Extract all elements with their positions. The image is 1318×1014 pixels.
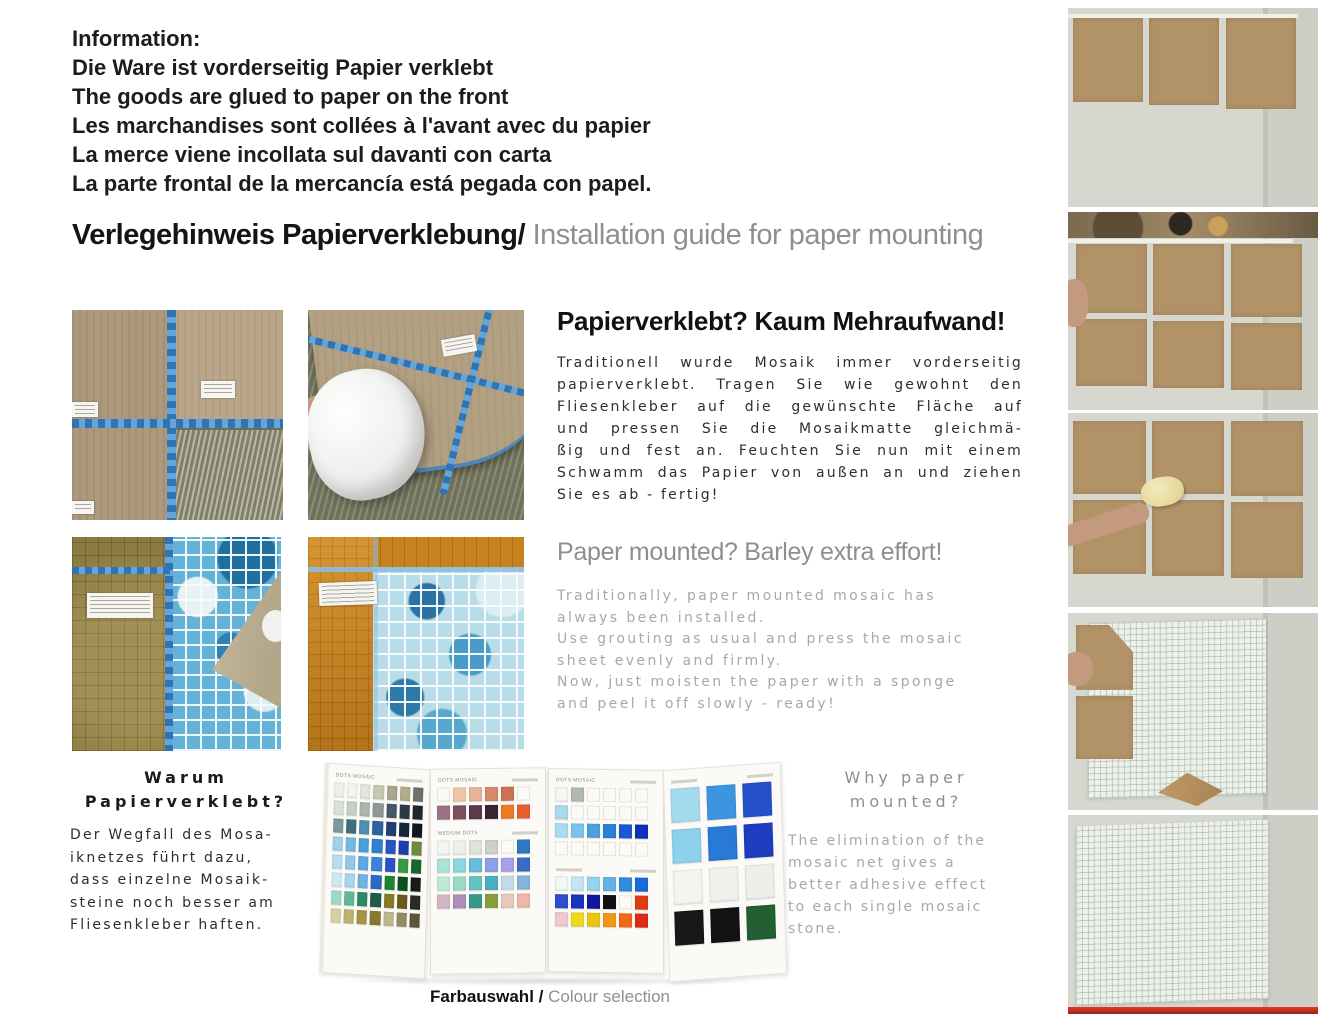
- color-swatch: [332, 854, 343, 869]
- color-swatch: [555, 912, 568, 926]
- color-swatch: [437, 877, 450, 891]
- photo-peeling-wet-paper: [72, 537, 281, 751]
- empty-swatch-cell: [555, 841, 568, 855]
- step-photo-hand-placing-sheets: [1068, 212, 1318, 410]
- text-line: papierverklebt. Tragen Sie wie gewohnt den: [557, 377, 1023, 393]
- color-swatch: [412, 823, 423, 838]
- color-swatch: [469, 840, 482, 854]
- text-line: Schwamm das Papier von außen an und ziehen: [557, 465, 1023, 481]
- color-swatch: [385, 840, 396, 855]
- grout-line-horizontal: [308, 567, 524, 572]
- chart-caption: [316, 987, 784, 1007]
- color-swatch: [603, 824, 616, 838]
- heading-why: [788, 766, 1024, 814]
- grout-line-vertical: [373, 537, 378, 751]
- color-swatch: [370, 893, 381, 908]
- text-line: La merce viene incollata sul davanti con carta: [72, 142, 552, 167]
- panel-label-row: [438, 775, 538, 784]
- text-line: and peel it off slowly - ready!: [557, 695, 837, 712]
- text-line: La parte frontal de la mercancía está pegada con papel.: [72, 171, 652, 196]
- color-swatch: [710, 907, 740, 943]
- empty-swatch-cell: [635, 807, 648, 821]
- panel-label-bar: [512, 831, 538, 834]
- text-line: Why paper: [844, 768, 968, 787]
- body-english: [557, 586, 1027, 715]
- color-swatch: [571, 876, 584, 890]
- color-swatch: [603, 877, 616, 891]
- color-swatch: [347, 783, 358, 798]
- color-swatch: [603, 913, 616, 927]
- panel-label-bar: [397, 778, 423, 783]
- empty-swatch-cell: [619, 895, 632, 909]
- tile-adhesive-area: [175, 428, 283, 520]
- color-swatch: [746, 904, 776, 940]
- step-photo-sponging-paper: [1068, 413, 1318, 607]
- color-swatch: [413, 787, 424, 802]
- text-line: iknetzes führt dazu,: [70, 849, 254, 866]
- text-line: Traditionell wurde Mosaik immer vorderseitig: [557, 355, 1023, 371]
- info-block: [72, 24, 652, 198]
- text-line: dass einzelne Mosaik-: [70, 872, 270, 888]
- step-photo-sheets-placed: [1068, 8, 1318, 207]
- heading-english: Paper mounted? Barley extra effort!: [557, 538, 943, 566]
- text-line: Papierverklebt?: [84, 792, 288, 811]
- color-swatch: [501, 894, 514, 908]
- color-swatch: [387, 786, 398, 801]
- paper-sheet: [1226, 18, 1296, 110]
- color-swatch: [485, 840, 498, 854]
- color-swatch: [345, 873, 356, 888]
- panel-label-bar: [630, 869, 656, 872]
- color-swatch: [517, 893, 530, 907]
- color-swatch: [709, 866, 739, 902]
- panel-label-row: [556, 776, 656, 786]
- color-chart-panel: [548, 768, 664, 974]
- color-swatch: [485, 858, 498, 872]
- color-swatch: [453, 894, 466, 908]
- empty-swatch-cell: [619, 842, 632, 856]
- color-swatch: [333, 836, 344, 851]
- panel-label: DOTS MOSAIC: [335, 772, 376, 781]
- empty-swatch-cell: [635, 789, 648, 803]
- color-swatch: [587, 824, 600, 838]
- color-swatch: [372, 839, 383, 854]
- color-swatch: [469, 805, 482, 819]
- color-swatch: [332, 872, 343, 887]
- color-swatch: [453, 787, 466, 801]
- color-swatch: [587, 877, 600, 891]
- sheet-label: [201, 381, 235, 398]
- empty-swatch-cell: [635, 843, 648, 857]
- color-swatch: [555, 823, 568, 837]
- text-line: always been installed.: [557, 609, 766, 626]
- color-swatch: [437, 841, 450, 855]
- paper-sheet: [1073, 18, 1143, 102]
- color-swatch: [555, 876, 568, 890]
- text-line: The elimination of the: [788, 833, 987, 849]
- color-swatch: [333, 818, 344, 833]
- color-swatch: [453, 876, 466, 890]
- empty-swatch-cell: [587, 842, 600, 856]
- text-line: better adhesive effect: [788, 877, 988, 893]
- empty-swatch-cell: [603, 806, 616, 820]
- color-swatch: [358, 856, 369, 871]
- color-swatch: [359, 820, 370, 835]
- color-swatch: [334, 800, 345, 815]
- paper-sheet: [1153, 244, 1224, 315]
- color-swatch: [635, 914, 648, 928]
- mosaic-grid-wall: [1076, 820, 1269, 1006]
- panel-label: MEDIUM DOTS: [438, 830, 478, 837]
- paper-sheet: [1231, 502, 1304, 578]
- empty-swatch-cell: [437, 788, 450, 802]
- heading-german: Papierverklebt? Kaum Mehraufwand!: [557, 306, 1006, 336]
- text-line: Fliesenkleber auf die gewünschte Fläche auf: [557, 399, 1023, 415]
- chart-caption-de: Farbauswahl /: [430, 987, 544, 1006]
- grout-line-vertical: [167, 310, 176, 520]
- color-swatch: [744, 822, 774, 858]
- color-swatch: [358, 874, 369, 889]
- color-swatch: [670, 787, 700, 823]
- color-swatch: [571, 912, 584, 926]
- body-why: [788, 830, 1028, 940]
- text-line: Die Ware ist vorderseitig Papier verklebt: [72, 55, 494, 80]
- panel-label: DOTS MOSAIC: [556, 777, 596, 784]
- color-swatch: [587, 913, 600, 927]
- grout-line-horizontal: [72, 419, 283, 428]
- color-swatch: [384, 894, 395, 909]
- text-line: sheet evenly and firmly.: [557, 652, 783, 669]
- info-title: Information:: [72, 26, 201, 51]
- page-title: [72, 219, 983, 252]
- color-swatch: [469, 894, 482, 908]
- step-photo-peeling-paper-off: [1068, 613, 1318, 810]
- color-swatch: [742, 781, 772, 817]
- color-chart-panel: [663, 762, 787, 983]
- empty-swatch-cell: [619, 788, 632, 802]
- color-swatch: [357, 892, 368, 907]
- color-swatch: [410, 877, 421, 892]
- color-swatch: [635, 896, 648, 910]
- text-line: Les marchandises sont collées à l'avant avec du papier: [72, 113, 651, 138]
- empty-swatch-cell: [619, 806, 632, 820]
- color-swatch: [372, 821, 383, 836]
- color-swatch: [555, 787, 568, 801]
- color-swatch: [485, 876, 498, 890]
- color-chart-panel: [319, 763, 431, 980]
- hand: [1068, 652, 1093, 685]
- empty-swatch-cell: [587, 788, 600, 802]
- color-swatch: [400, 786, 411, 801]
- color-swatch: [386, 822, 397, 837]
- heading-warum: [70, 766, 302, 814]
- color-swatch: [411, 841, 422, 856]
- body-german: [557, 352, 1023, 506]
- paper-sheet: [1231, 323, 1302, 390]
- sheet-label: [87, 593, 153, 618]
- color-swatch: [603, 895, 616, 909]
- color-swatch: [672, 828, 702, 864]
- color-swatch: [371, 857, 382, 872]
- red-progress-bar: [1068, 1007, 1318, 1014]
- photo-mosaic-with-wet-paper-strip: [308, 537, 524, 751]
- color-swatch: [346, 819, 357, 834]
- paper-sheet: [1076, 319, 1147, 386]
- panel-label-row: [438, 828, 538, 837]
- color-swatch: [437, 806, 450, 820]
- color-swatch: [706, 784, 736, 820]
- text-line: Warum: [144, 768, 228, 787]
- color-swatch: [469, 876, 482, 890]
- workshop-background: [1068, 212, 1318, 238]
- text-line: Traditionally, paper mounted mosaic has: [557, 588, 936, 604]
- text-line: mounted?: [849, 792, 963, 811]
- text-line: Now, just moisten the paper with a sponge: [557, 674, 957, 690]
- color-swatch: [485, 787, 498, 801]
- color-swatch: [501, 876, 514, 890]
- color-swatch: [555, 894, 568, 908]
- text-line: Sie es ab - fertig!: [557, 487, 720, 503]
- photo-gloved-hand-pressing-sheet: [308, 310, 524, 520]
- color-swatch: [331, 890, 342, 905]
- panel-label-bar: [512, 778, 538, 781]
- color-swatch: [619, 913, 632, 927]
- color-swatch: [469, 858, 482, 872]
- chart-caption-en: Colour selection: [543, 987, 670, 1006]
- empty-swatch-cell: [571, 805, 584, 819]
- text-line: ßig und fest an. Feuchten Sie nun mit einem: [557, 443, 1023, 459]
- color-swatch: [344, 891, 355, 906]
- empty-swatch-cell: [603, 788, 616, 802]
- color-swatch: [399, 804, 410, 819]
- color-swatch: [635, 825, 648, 839]
- color-swatch: [517, 804, 530, 818]
- paper-sheet: [1153, 321, 1224, 388]
- color-swatch: [385, 858, 396, 873]
- color-swatch: [469, 787, 482, 801]
- color-swatch: [360, 802, 371, 817]
- info-lines: [72, 53, 652, 198]
- color-swatch: [396, 912, 407, 927]
- color-swatch: [501, 787, 514, 801]
- color-swatch: [359, 838, 370, 853]
- photo-mosaic-backs-on-adhesive: [72, 310, 283, 520]
- color-swatch: [571, 787, 584, 801]
- color-chart-panels: [316, 766, 784, 988]
- color-swatch: [437, 895, 450, 909]
- color-swatch: [397, 876, 408, 891]
- text-line: The goods are glued to paper on the front: [72, 84, 509, 109]
- page-title-en: Installation guide for paper mounting: [525, 219, 984, 251]
- sheet-label: [72, 501, 94, 514]
- paper-sheet: [1149, 18, 1219, 106]
- fingers: [262, 610, 281, 642]
- color-swatch: [412, 805, 423, 820]
- color-chart-panel: [430, 767, 546, 975]
- empty-swatch-cell: [501, 840, 514, 854]
- paper-sheet: [1152, 500, 1225, 576]
- body-warum: [70, 824, 302, 937]
- color-swatch: [331, 908, 342, 923]
- panel-label-bar: [556, 868, 582, 871]
- color-swatch: [398, 840, 409, 855]
- color-swatch: [411, 859, 422, 874]
- color-swatch: [485, 894, 498, 908]
- color-swatch: [344, 909, 355, 924]
- color-swatch: [360, 784, 371, 799]
- color-swatch: [453, 840, 466, 854]
- color-swatch: [386, 804, 397, 819]
- color-swatch: [745, 863, 775, 899]
- color-swatch: [384, 876, 395, 891]
- text-line: to each single mosaic: [788, 899, 983, 915]
- color-swatch: [346, 837, 357, 852]
- color-swatch: [347, 801, 358, 816]
- color-swatch: [571, 823, 584, 837]
- color-swatch: [409, 913, 420, 928]
- color-swatch: [334, 782, 345, 797]
- color-swatch: [410, 895, 421, 910]
- text-line: stone.: [788, 921, 844, 937]
- sheet-label: [72, 402, 98, 417]
- color-swatch: [517, 875, 530, 889]
- panel-label-bar: [747, 773, 773, 778]
- color-swatch: [571, 894, 584, 908]
- color-swatch: [398, 858, 409, 873]
- empty-swatch-cell: [603, 842, 616, 856]
- color-swatch: [485, 805, 498, 819]
- paper-sheet: [1231, 421, 1304, 497]
- color-swatch: [517, 839, 530, 853]
- color-swatch: [345, 855, 356, 870]
- page-title-de: Verlegehinweis Papierverklebung/: [72, 219, 526, 251]
- text-line: Use grouting as usual and press the mosaic: [557, 631, 964, 647]
- sheet-label: [318, 581, 377, 606]
- color-swatch: [587, 895, 600, 909]
- color-swatch: [437, 859, 450, 873]
- grout-strip: [1068, 239, 1293, 243]
- color-swatch: [635, 878, 648, 892]
- paper-sheet: [1231, 244, 1302, 317]
- color-swatch: [399, 822, 410, 837]
- color-swatch: [383, 912, 394, 927]
- color-swatch: [397, 894, 408, 909]
- color-swatch: [555, 805, 568, 819]
- text-line: mosaic net gives a: [788, 855, 956, 871]
- empty-swatch-cell: [571, 841, 584, 855]
- color-sample-card: [316, 766, 784, 988]
- text-line: Der Wegfall des Mosa-: [70, 827, 273, 843]
- color-swatch: [674, 910, 704, 946]
- color-swatch: [619, 824, 632, 838]
- paper-sheet: [1076, 696, 1134, 759]
- color-swatch: [708, 825, 738, 861]
- paper-sheet: [1073, 421, 1146, 495]
- step-photo-finished-mosaic-wall: [1068, 815, 1318, 1014]
- panel-label-bar: [630, 780, 656, 783]
- color-swatch: [453, 858, 466, 872]
- text-line: steine noch besser am: [70, 894, 276, 911]
- color-swatch: [619, 877, 632, 891]
- panel-label-bar: [671, 778, 697, 783]
- grout-line-horizontal: [72, 567, 170, 574]
- color-swatch: [373, 785, 384, 800]
- color-swatch: [370, 911, 381, 926]
- color-swatch: [501, 805, 514, 819]
- text-line: und pressen Sie die Mosaikmatte gleichmä-: [557, 421, 1023, 437]
- text-line: Fliesenkleber haften.: [70, 917, 264, 933]
- color-swatch: [673, 869, 703, 905]
- color-swatch: [357, 910, 368, 925]
- color-swatch: [373, 803, 384, 818]
- panel-label-row: [556, 865, 656, 875]
- panel-label: DOTS MOSAIC: [438, 777, 478, 784]
- color-swatch: [371, 875, 382, 890]
- color-swatch: [453, 805, 466, 819]
- empty-swatch-cell: [587, 806, 600, 820]
- empty-swatch-cell: [517, 786, 530, 800]
- color-swatch: [517, 857, 530, 871]
- color-swatch: [501, 858, 514, 872]
